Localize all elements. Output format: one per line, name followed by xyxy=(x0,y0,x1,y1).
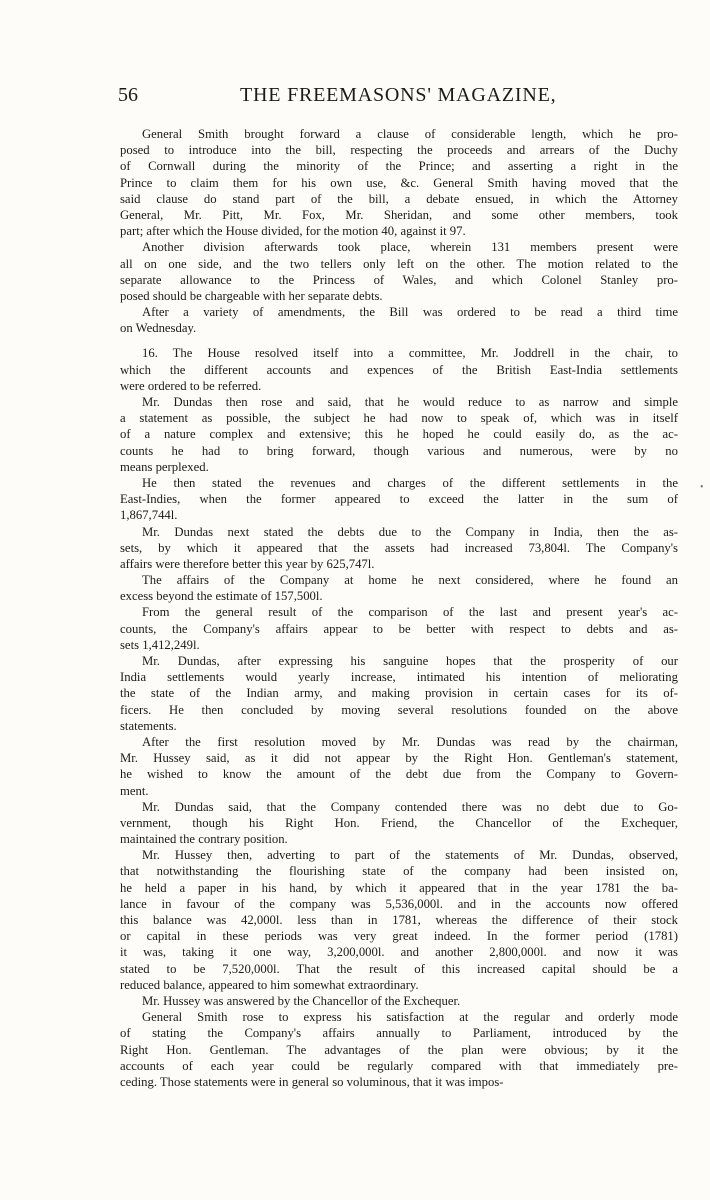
text-line: affairs were therefore better this year by 625,747l. xyxy=(120,556,375,571)
text-line: Mr. Dundas then rose and said, that he would reduce to as narrow and simple xyxy=(142,395,678,409)
text-line: Prince to claim them for his own use, &c. General Smith having moved that the xyxy=(120,175,678,190)
text-line: He then stated the revenues and charges of the different settlements in the xyxy=(142,475,678,490)
page-header xyxy=(118,84,678,114)
article-body xyxy=(120,126,678,1090)
text-line: From the general result of the comparison of the last and present year's ac- xyxy=(142,605,678,620)
text-line: it was, taking it one way, 3,200,000l. and another 2,800,000l. and now it was xyxy=(120,945,678,960)
paragraph xyxy=(120,734,678,799)
paragraph xyxy=(120,394,678,475)
text-line: lance in favour of the company was 5,536,000l. and in the accounts now offered xyxy=(120,896,678,911)
text-line: on Wednesday. xyxy=(120,321,197,336)
text-line: The affairs of the Company at home he next considered, where he found an xyxy=(142,573,678,588)
text-line: reduced balance, appeared to him somewhat extraordinary. xyxy=(120,977,419,992)
text-line: General Smith brought forward a clause of considerable length, which he pro- xyxy=(142,127,678,141)
page-number: 56 xyxy=(118,84,138,106)
paragraph xyxy=(120,345,678,394)
text-line: East-Indies, when the former appeared to exceed the latter in the sum of xyxy=(120,492,678,507)
paragraph xyxy=(120,475,678,524)
text-line: vernment, though his Right Hon. Friend, the Chancellor of the Exchequer, xyxy=(120,815,678,830)
text-line: the state of the Indian army, and making provision in certain cases for its of- xyxy=(120,686,678,701)
text-line: ficers. He then concluded by moving several resolutions founded on the above xyxy=(120,702,678,717)
paragraph xyxy=(120,524,678,573)
text-line: or capital in these periods was very great indeed. In the former period (1781) xyxy=(120,929,678,944)
text-line: sets 1,412,249l. xyxy=(120,637,200,652)
text-line: sets, by which it appeared that the assets had increased 73,804l. The Company's xyxy=(120,540,678,555)
paragraph-gap xyxy=(120,336,678,345)
text-line: 1,867,744l. xyxy=(120,508,178,523)
paragraph xyxy=(120,572,678,604)
text-line: posed to introduce into the bill, respecting the proceeds and arrears of the Duchy xyxy=(120,143,678,158)
text-line: all on one side, and the two tellers only left on the other. The motion related to the xyxy=(120,256,678,271)
text-line: stated to be 7,520,000l. That the result of this increased capital should be a xyxy=(120,961,678,976)
paragraph xyxy=(120,993,678,1009)
running-title: THE FREEMASONS' MAGAZINE, xyxy=(240,84,557,106)
text-line: India settlements would yearly increase, intimated his intention of meliorating xyxy=(120,670,678,685)
paragraph xyxy=(120,304,678,336)
margin-mark: • xyxy=(700,482,704,493)
text-line: maintained the contrary position. xyxy=(120,832,288,847)
text-line: this balance was 42,000l. less than in 1781, whereas the difference of their stock xyxy=(120,913,678,927)
text-line: ment. xyxy=(120,783,149,798)
text-line: counts he had to bring forward, though various and numerous, were by no xyxy=(120,443,678,458)
text-line: excess beyond the estimate of 157,500l. xyxy=(120,589,323,604)
text-line: Mr. Hussey was answered by the Chancellor of the Exchequer. xyxy=(142,993,461,1008)
text-line: accounts of each year could be regularly compared with that immediately pre- xyxy=(120,1058,678,1073)
paragraph xyxy=(120,126,678,239)
text-line: Mr. Dundas next stated the debts due to the Company in India, then the as- xyxy=(142,524,678,539)
text-line: Mr. Dundas said, that the Company contended there was no debt due to Go- xyxy=(142,799,678,814)
text-line: posed should be chargeable with her separate debts. xyxy=(120,288,383,303)
text-line: After the first resolution moved by Mr. Dundas was read by the chairman, xyxy=(142,734,678,749)
text-line: Mr. Hussey said, as it did not appear by the Right Hon. Gentleman's statement, xyxy=(120,751,678,766)
text-line: he held a paper in his hand, by which it appeared that in the year 1781 the ba- xyxy=(120,880,678,895)
paragraph xyxy=(120,604,678,653)
text-line: a statement as possible, the subject he had now to speak of, which was in itself xyxy=(120,411,678,426)
text-line: of stating the Company's affairs annually to Parliament, introduced by the xyxy=(120,1026,678,1041)
text-line: were ordered to be referred. xyxy=(120,378,262,393)
text-line: separate allowance to the Princess of Wales, and which Colonel Stanley pro- xyxy=(120,272,678,287)
text-line: he wished to know the amount of the debt due from the Company to Govern- xyxy=(120,767,678,782)
paragraph xyxy=(120,847,678,993)
text-line: of a nature complex and extensive; this he hoped he could easily do, as the ac- xyxy=(120,427,678,442)
text-line: Right Hon. Gentleman. The advantages of the plan were obvious; by it the xyxy=(120,1042,678,1057)
paragraph xyxy=(120,653,678,734)
text-line: Mr. Hussey then, adverting to part of the statements of Mr. Dundas, observed, xyxy=(142,848,678,863)
text-line: which the different accounts and expences of the British East-India settlements xyxy=(120,362,678,377)
text-line: General, Mr. Pitt, Mr. Fox, Mr. Sheridan, and some other members, took xyxy=(120,207,678,222)
text-line: 16. The House resolved itself into a committee, Mr. Joddrell in the chair, to xyxy=(142,346,678,361)
text-line: of Cornwall during the minority of the Prince; and asserting a right in the xyxy=(120,159,678,174)
text-line: Another division afterwards took place, wherein 131 members present were xyxy=(142,240,678,255)
paragraph xyxy=(120,799,678,848)
text-line: ceding. Those statements were in general so voluminous, that it was impos- xyxy=(120,1074,504,1089)
paragraph xyxy=(120,239,678,304)
text-line: said clause do stand part of the bill, a debate ensued, in which the Attorney xyxy=(120,191,678,206)
text-line: part; after which the House divided, for the motion 40, against it 97. xyxy=(120,224,466,239)
text-line: counts, the Company's affairs appear to be better with respect to debts and as- xyxy=(120,621,678,636)
text-line: Mr. Dundas, after expressing his sanguine hopes that the prosperity of our xyxy=(142,654,678,668)
text-line: After a variety of amendments, the Bill was ordered to be read a third time xyxy=(142,305,678,320)
text-line: means perplexed. xyxy=(120,459,209,474)
paragraph xyxy=(120,1009,678,1090)
text-line: General Smith rose to express his satisfaction at the regular and orderly mode xyxy=(142,1010,678,1025)
text-line: statements. xyxy=(120,718,177,733)
text-line: that notwithstanding the flourishing state of the company had been insisted on, xyxy=(120,864,678,879)
